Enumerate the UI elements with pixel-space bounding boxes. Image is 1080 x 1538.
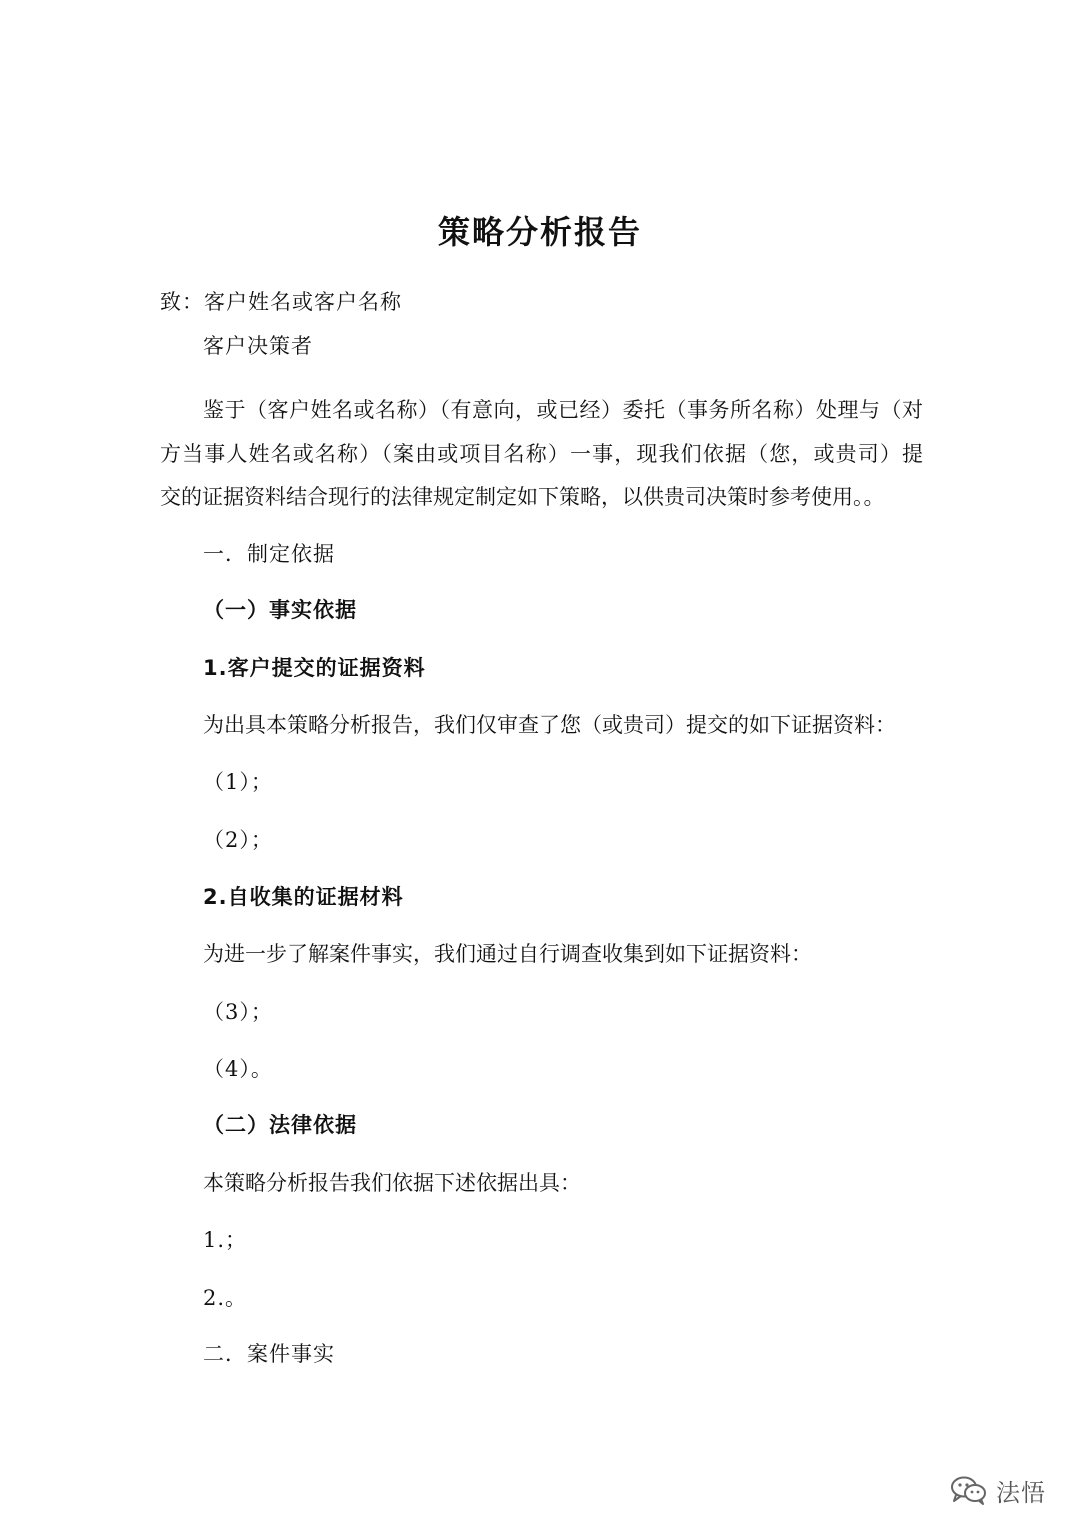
list-item: （3）； [203,1000,273,1024]
item-2-heading: 2.自收集的证据材料 [203,885,404,909]
recipient-line: 致：客户姓名或客户名称 [160,290,402,314]
list-item: （4）。 [203,1057,273,1081]
legal-basis-text: 本策略分析报告我们依据下述依据出具： [203,1171,581,1195]
section-2-heading: 二．案件事实 [203,1342,335,1366]
decision-maker-line: 客户决策者 [203,334,313,358]
list-item: 2.。 [203,1286,248,1310]
list-item: （2）； [203,828,273,852]
section-1-heading: 一．制定依据 [203,542,335,566]
watermark [950,1470,1046,1510]
item-1-text: 为出具本策略分析报告，我们仅审查了您（或贵司）提交的如下证据资料： [203,713,896,737]
document-title: 策略分析报告 [437,213,642,251]
wechat-icon [950,1475,988,1505]
item-2-text: 为进一步了解案件事实，我们通过自行调查收集到如下证据资料： [203,942,812,966]
list-item: 1.； [203,1228,248,1252]
item-1-heading: 1.客户提交的证据资料 [203,656,426,680]
list-item: （1）； [203,770,273,794]
watermark-text: 法悟 [996,1478,1046,1507]
intro-line-3: 交的证据资料结合现行的法律规定制定如下策略，以供贵司决策时参考使用。。 [160,485,885,509]
intro-line-2: 方当事人姓名或名称）（案由或项目名称）一事，现我们依据（您，或贵司）提 [160,442,923,466]
subsection-fact-basis-heading: （一）事实依据 [203,598,357,622]
intro-line-1: 鉴于（客户姓名或名称）（有意向，或已经）委托（事务所名称）处理与（对 [203,398,923,422]
subsection-legal-basis-heading: （二）法律依据 [203,1113,357,1137]
